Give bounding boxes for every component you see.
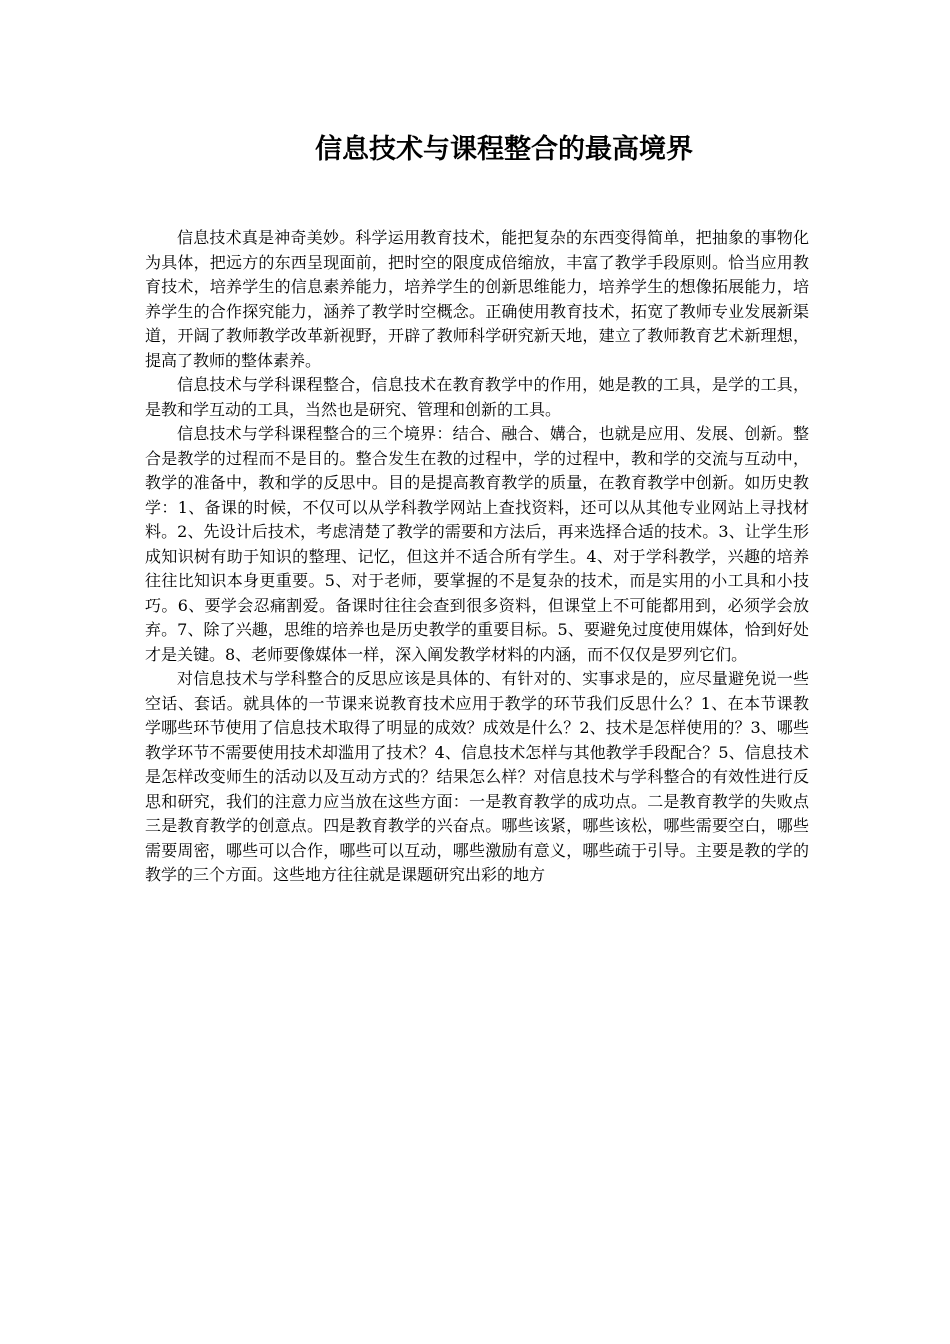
paragraph: 对信息技术与学科整合的反思应该是具体的、有针对的、实事求是的，应尽量避免说一些空话、套话。就具体的一节课来说教育技术应用于教学的环节我们反思什么？1、在本节课教学哪些环节使用了信息技术取得了明显的成效？成效是什么？2、技术是怎样使用的？3、哪些教学环节不需要使用技术却滥用了技术？4、信息技术怎样与其他教学手段配合？5、信息技术是怎样改变师生的活动以及互动方式的？结果怎么样？对信息技术与学科整合的有效性进行反思和研究，我们的注意力应当放在这些方面：一是教育教学的成功点。二是教育教学的失败点三是教育教学的创意点。四是教育教学的兴奋点。哪些该紧，哪些该松，哪些需要空白，哪些需要周密，哪些可以合作，哪些可以互动，哪些激励有意义，哪些疏于引导。主要是教的学的教学的三个方面。这些地方往往就是课题研究出彩的地方 [145,669,809,884]
paragraph: 信息技术与学科课程整合的三个境界：结合、融合、媾合，也就是应用、发展、创新。整合是教学的过程而不是目的。整合发生在教的过程中，学的过程中，教和学的交流与互动中，教学的准备中，教和学的反思中。目的是提高教育教学的质量，在教育教学中创新。如历史教学：1、备课的时候，不仅可以从学科教学网站上查找资料，还可以从其他专业网站上寻找材料。2、先设计后技术，考虑清楚了教学的需要和方法后，再来选择合适的技术。3、让学生形成知识树有助于知识的整理、记忆，但这并不适合所有学生。4、对于学科教学，兴趣的培养往往比知识本身更重要。5、对于老师，要掌握的不是复杂的技术，而是实用的小工具和小技巧。6、要学会忍痛割爱。备课时往往会查到很多资料，但课堂上不可能都用到，必须学会放弃。7、除了兴趣，思维的培养也是历史教学的重要目标。5、要避免过度使用媒体，恰到好处才是关键。8、老师要像媒体一样，深入阐发教学材料的内涵，而不仅仅是罗列它们。 [145,424,809,664]
document-body [145,226,809,888]
document-title: 信息技术与课程整合的最高境界 [315,134,693,165]
paragraph: 信息技术真是神奇美妙。科学运用教育技术，能把复杂的东西变得简单，把抽象的事物化为具体，把远方的东西呈现面前，把时空的限度成倍缩放，丰富了教学手段原则。恰当应用教育技术，培养学生的信息素养能力，培养学生的创新思维能力，培养学生的想像拓展能力，培养学生的合作探究能力，涵养了教学时空概念。正确使用教育技术，拓宽了教师专业发展新渠道，开阔了教师教学改革新视野，开辟了教师科学研究新天地，建立了教师教育艺术新理想，提高了教师的整体素养。 [145,228,809,370]
paragraph: 信息技术与学科课程整合，信息技术在教育教学中的作用，她是教的工具，是学的工具，是教和学互动的工具，当然也是研究、管理和创新的工具。 [145,375,809,419]
